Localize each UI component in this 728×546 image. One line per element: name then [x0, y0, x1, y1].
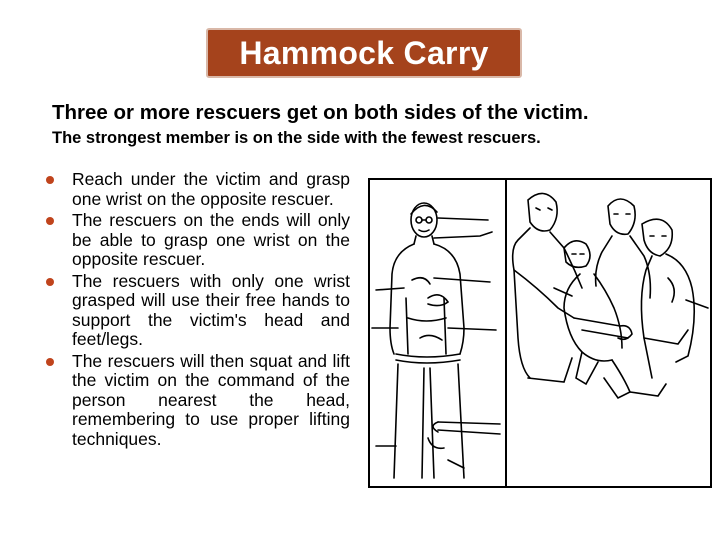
illustration-panel — [368, 178, 712, 488]
bullet-text: The rescuers with only one wrist grasped will use their free hands to support the victim's head and feet/legs. — [72, 270, 350, 349]
bullet-dot-icon — [46, 176, 54, 184]
bullet-item — [46, 170, 350, 209]
bullet-item — [46, 352, 350, 450]
slide-title-box — [206, 28, 522, 78]
bullet-item — [46, 211, 350, 270]
bullet-text: The rescuers on the ends will only be able to grasp one wrist on the opposite rescuer. — [72, 210, 350, 269]
subtitle-line-1: Three or more rescuers get on both sides of the victim. — [52, 101, 589, 124]
subtitle-line-2: The strongest member is on the side with the fewest rescuers. — [52, 129, 541, 147]
bullet-dot-icon — [46, 217, 54, 225]
bullet-text: The rescuers will then squat and lift the victim on the command of the person nearest the head, remembering to use proper lifting techniques. — [72, 350, 350, 449]
slide-title: Hammock Carry — [239, 34, 489, 71]
bullet-text: Reach under the victim and grasp one wrist on the opposite rescuer. — [72, 169, 350, 209]
bullet-dot-icon — [46, 278, 54, 286]
bullet-dot-icon — [46, 358, 54, 366]
bullet-list — [46, 170, 350, 451]
bullet-item — [46, 272, 350, 350]
